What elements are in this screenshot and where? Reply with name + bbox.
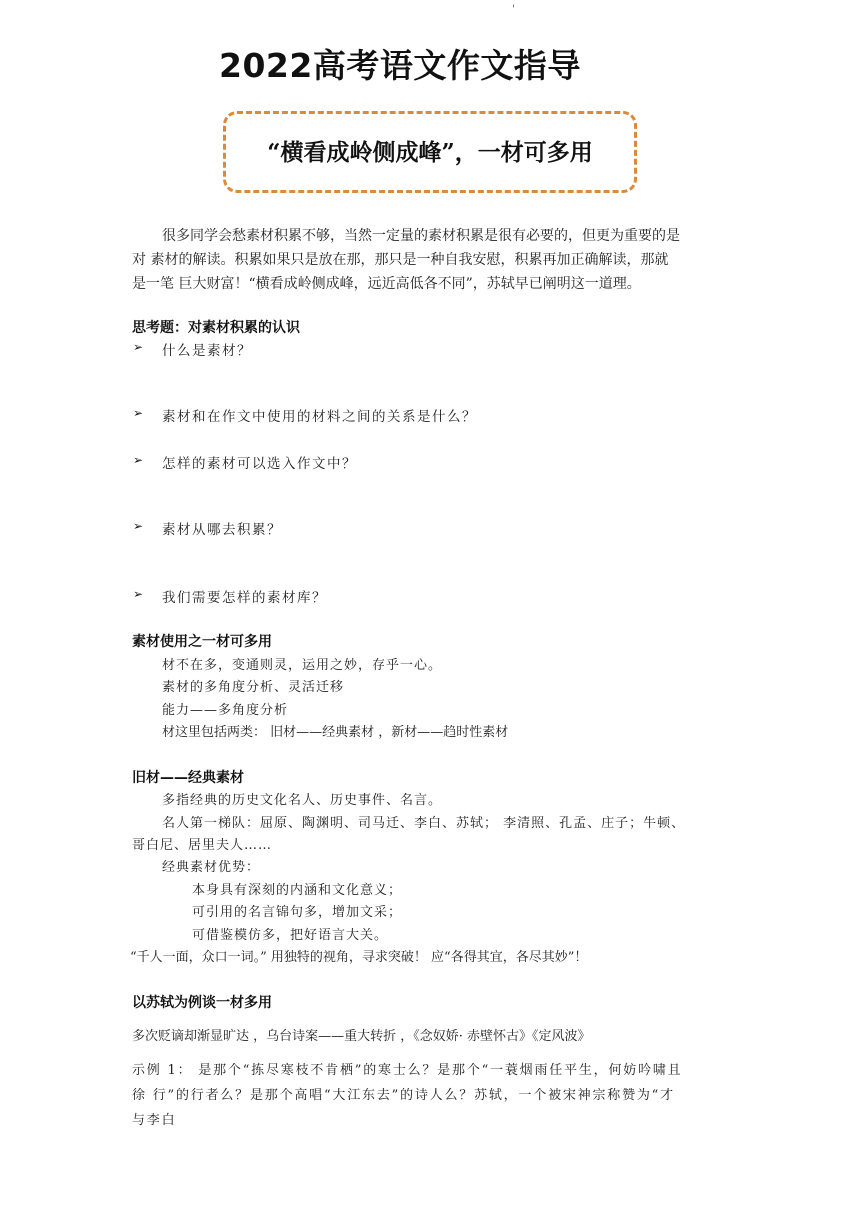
classic-quote: “千人一面，众口一词。” 用独特的视角，寻求突破！ 应“各得其宜，各尽其妙”！ bbox=[130, 950, 588, 965]
question-5: 我们需要怎样的素材库？ bbox=[162, 590, 327, 606]
multi-use-line-3: 能力——多角度分析 bbox=[162, 703, 289, 718]
section-heading-su-shi: 以苏轼为例谈一材多用 bbox=[132, 995, 272, 1011]
arrow-bullet-icon: ➢ bbox=[133, 453, 144, 467]
advantage-3: 可借鉴模仿多，把好语言大关。 bbox=[192, 928, 389, 943]
question-1: 什么是素材？ bbox=[162, 343, 252, 359]
intro-line-3: 是一笔 巨大财富！“横看成岭侧成峰，远近高低各不同”，苏轼早已阐明这一道理。 bbox=[132, 276, 641, 292]
title-banner bbox=[223, 111, 637, 193]
classic-line-3: 哥白尼、居里夫人…… bbox=[132, 838, 273, 853]
multi-use-line-4: 材这里包括两类： 旧材——经典素材 ，新材——趋时性素材 bbox=[162, 725, 509, 740]
example-line-1: 示例 1： 是那个“拣尽寒枝不肯栖”的寒士么？是那个“一蓑烟雨任平生，何妨吟啸且 bbox=[132, 1063, 683, 1078]
question-4: 素材从哪去积累？ bbox=[162, 522, 282, 538]
classic-line-1: 多指经典的历史文化名人、历史事件、名言。 bbox=[162, 793, 443, 808]
intro-line-1: 很多同学会愁素材积累不够，当然一定量的素材积累是很有必要的，但更为重要的是 bbox=[162, 228, 680, 244]
banner-text: “横看成岭侧成峰”，一材可多用 bbox=[267, 139, 593, 166]
section-heading-thinking: 思考题：对素材积累的认识 bbox=[132, 320, 300, 336]
arrow-bullet-icon: ➢ bbox=[133, 406, 144, 420]
intro-line-2: 对 素材的解读。积累如果只是放在那，那只是一种自我安慰，积累再加正确解读，那就 bbox=[132, 252, 669, 268]
classic-line-4: 经典素材优势： bbox=[162, 860, 261, 875]
section-heading-classic: 旧材——经典素材 bbox=[132, 770, 244, 786]
question-2: 素材和在作文中使用的材料之间的关系是什么？ bbox=[162, 409, 477, 425]
question-3: 怎样的素材可以选入作文中？ bbox=[162, 456, 357, 472]
arrow-bullet-icon: ➢ bbox=[133, 519, 144, 533]
page-mark: ' bbox=[512, 4, 515, 15]
section-heading-multi-use: 素材使用之一材可多用 bbox=[132, 634, 272, 650]
example-line-3: 与李白 bbox=[132, 1113, 177, 1128]
su-shi-line: 多次贬谪却渐显旷达 ，乌台诗案——重大转折 ，《念奴娇· 赤壁怀古》《定风波》 bbox=[132, 1029, 591, 1044]
classic-line-2: 名人第一梯队：屈原、陶渊明、司马迁、李白、苏轼； 李清照、孔孟、庄子；牛顿、 bbox=[162, 816, 686, 831]
example-line-2: 徐 行”的行者么？是那个高唱“大江东去”的诗人么？苏轼，一个被宋神宗称赞为“才 bbox=[132, 1088, 675, 1103]
advantage-2: 可引用的名言锦句多，增加文采； bbox=[192, 905, 403, 920]
advantage-1: 本身具有深刻的内涵和文化意义； bbox=[192, 883, 403, 898]
multi-use-line-1: 材不在多，变通则灵，运用之妙，存乎一心。 bbox=[162, 658, 443, 673]
arrow-bullet-icon: ➢ bbox=[133, 340, 144, 354]
arrow-bullet-icon: ➢ bbox=[133, 587, 144, 601]
document-title: 2022高考语文作文指导 bbox=[219, 46, 581, 85]
multi-use-line-2: 素材的多角度分析、灵活迁移 bbox=[162, 680, 345, 695]
